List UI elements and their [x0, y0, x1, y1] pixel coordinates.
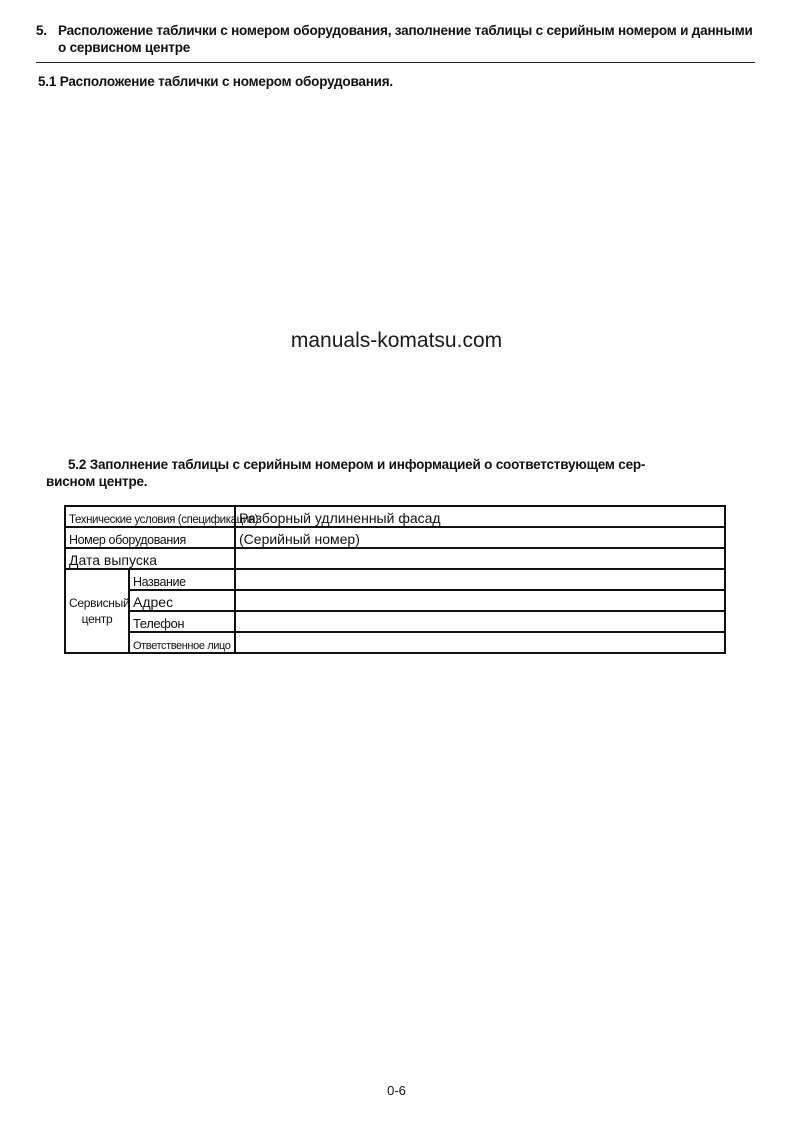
- table-row-date: [65, 548, 725, 569]
- page-number: 0-6: [387, 1083, 406, 1098]
- watermark-text: manuals-komatsu.com: [290, 329, 503, 352]
- service-phone-label: Телефон: [129, 611, 235, 632]
- service-address-value: [235, 590, 725, 611]
- service-name-value: [235, 569, 725, 590]
- subsection-1-title: 5.1 Расположение таблички с номером оборудования.: [38, 74, 393, 89]
- section-heading: [36, 22, 756, 56]
- table-row-service-contact: [65, 632, 725, 653]
- service-address-label: Адрес: [129, 590, 235, 611]
- subsection-2-title-line1: [38, 456, 758, 473]
- service-contact-label: Ответственное лицо: [129, 632, 235, 653]
- spec-value: Разборный удлиненный фасад: [235, 506, 725, 527]
- date-value: [235, 548, 725, 569]
- subsection-2-number: 5.2: [68, 457, 87, 472]
- serial-label: Номер оборудования: [65, 527, 235, 548]
- subsection-2-title-text: Заполнение таблицы с серийным номером и информацией о соответствующем сер-: [89, 457, 646, 472]
- table-row-service-address: [65, 590, 725, 611]
- serial-value: (Серийный номер): [235, 527, 725, 548]
- table-row-serial: [65, 527, 725, 548]
- spec-label: Технические условия (спецификация): [65, 506, 235, 527]
- service-center-label: Сервисный центр: [65, 569, 129, 653]
- table-row-spec: [65, 506, 725, 527]
- table-row-service-name: [65, 569, 725, 590]
- date-label: Дата выпуска: [65, 548, 235, 569]
- section-number: 5.: [36, 23, 47, 38]
- service-phone-value: [235, 611, 725, 632]
- subsection-2-title-line2: висном центре.: [46, 474, 148, 489]
- service-name-label: Название: [129, 569, 235, 590]
- table-row-service-phone: [65, 611, 725, 632]
- subsection-2-heading: [38, 456, 758, 490]
- serial-service-table: [64, 505, 726, 654]
- service-contact-value: [235, 632, 725, 653]
- heading-divider: [36, 62, 755, 63]
- section-title: Расположение таблички с номером оборудования, заполнение таблицы с серийным номером и данными о сервисном центре: [58, 23, 753, 55]
